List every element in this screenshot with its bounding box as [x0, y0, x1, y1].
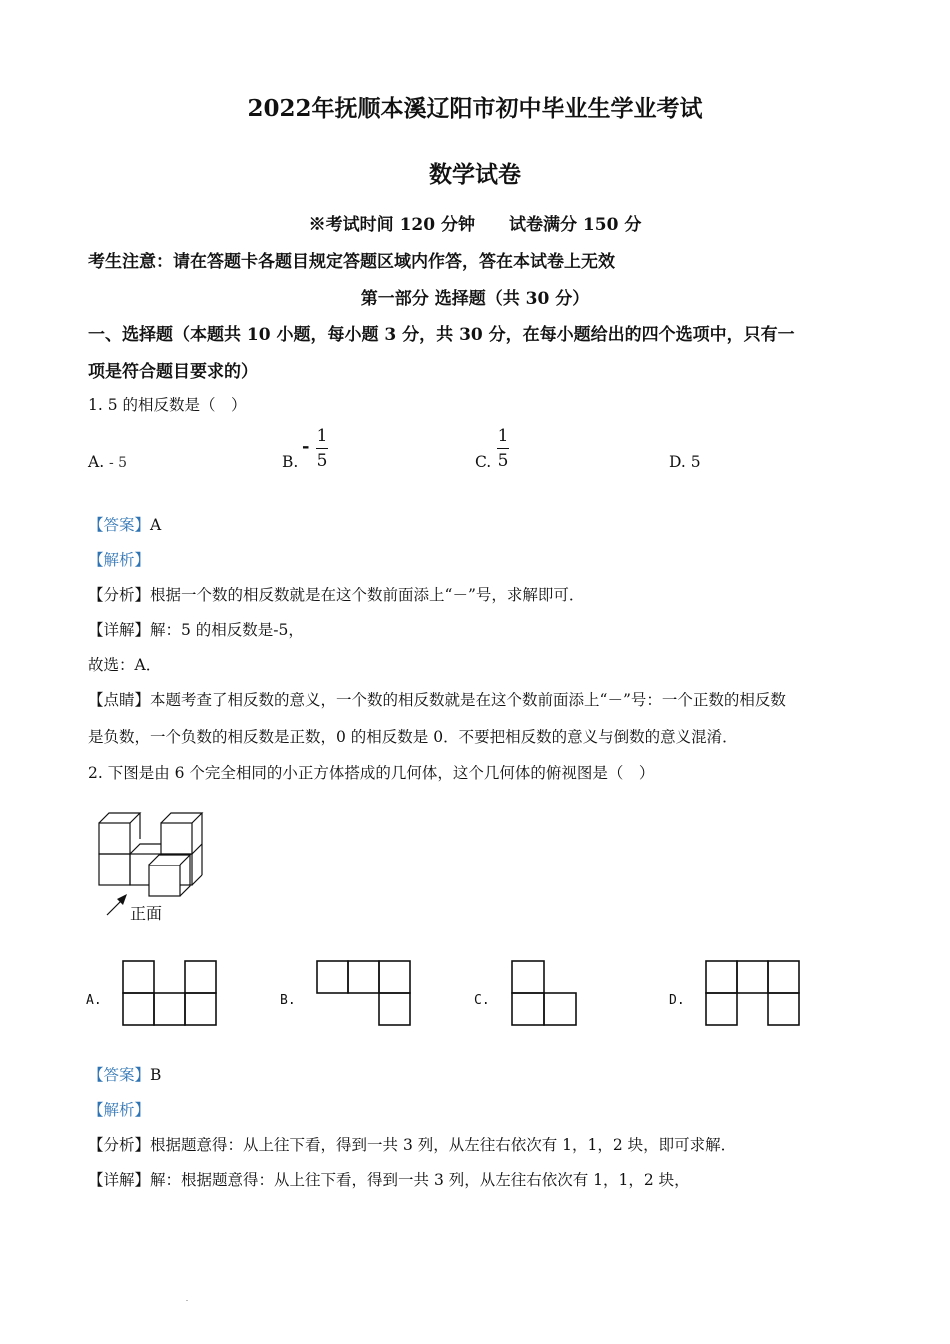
fenxi-text: 根据一个数的相反数就是在这个数前面添上“－”号，求解即可． — [150, 586, 585, 604]
dianjing-tag: 【点睛】 — [88, 691, 151, 709]
fenxi-tag: 【分析】 — [88, 1136, 151, 1154]
xiangjie-text: 解：根据题意得：从上往下看，得到一共 3 列，从左往右依次有 1，1，2 块， — [150, 1171, 690, 1189]
section-heading-line2: 项是符合题目要求的） — [88, 362, 258, 382]
xiangjie-text: 解：5 的相反数是-5， — [150, 621, 304, 639]
q1-option-b-numerator: 1 — [316, 426, 328, 446]
scan-dot — [186, 1300, 188, 1301]
q1-option-c-label: C. — [475, 453, 492, 471]
fenxi-tag: 【分析】 — [88, 586, 151, 604]
xiangjie-tag: 【详解】 — [88, 1171, 151, 1189]
q1-option-b-fraction — [314, 426, 330, 471]
q2-option-c-label: C. — [474, 993, 490, 1008]
part-title: 第一部分 选择题（共 30 分） — [360, 289, 590, 309]
q1-dianjing-line2: 是负数，一个负数的相反数是正数，0 的相反数是 0．不要把相反数的意义与倒数的意义混淆． — [88, 728, 738, 746]
fraction-bar — [316, 448, 328, 449]
q1-option-a-label: A. — [88, 453, 105, 471]
q1-choice: 故选：A． — [88, 656, 162, 674]
exam-info: ※考试时间 120 分钟 试卷满分 150 分 — [308, 215, 642, 235]
exam-title: 2022年抚顺本溪辽阳市初中毕业生学业考试 — [247, 95, 703, 122]
q1-option-a-value: - 5 — [109, 455, 128, 471]
answer-value: A — [150, 516, 162, 534]
q2-option-c-figure — [511, 960, 577, 1026]
q2-answer — [88, 1063, 161, 1085]
q2-option-b-figure — [316, 960, 412, 1026]
answer-tag: 【答案】 — [88, 1066, 151, 1084]
q1-option-b-sign: - — [302, 436, 310, 457]
q1-xiangjie — [88, 618, 304, 640]
q2-option-d-label: D. — [669, 993, 685, 1008]
q2-stem: 2. 下图是由 6 个完全相同的小正方体搭成的几何体，这个几何体的俯视图是（ ） — [88, 764, 655, 782]
q2-option-d-figure — [705, 960, 801, 1026]
xiangjie-tag: 【详解】 — [88, 621, 151, 639]
q1-analysis-tag: 【解析】 — [88, 551, 151, 569]
q1-option-c-fraction — [495, 426, 511, 471]
front-label: 正面 — [130, 904, 163, 923]
candidate-notice: 考生注意：请在答题卡各题目规定答题区域内作答，答在本试卷上无效 — [88, 252, 615, 272]
q1-fenxi — [88, 583, 584, 605]
q1-option-d: D. 5 — [669, 453, 701, 471]
dianjing-text: 本题考查了相反数的意义，一个数的相反数就是在这个数前面添上“－”号：一个正数的相反数 — [150, 691, 786, 709]
fenxi-text: 根据题意得：从上往下看，得到一共 3 列，从左往右依次有 1，1，2 块，即可求解． — [150, 1136, 737, 1154]
q2-xiangjie — [88, 1168, 690, 1190]
q1-answer — [88, 513, 161, 535]
q1-option-c-denominator: 5 — [497, 451, 509, 471]
q1-dianjing-line1 — [88, 688, 786, 710]
q2-fenxi — [88, 1133, 736, 1155]
fraction-bar — [497, 448, 509, 449]
q2-analysis-tag: 【解析】 — [88, 1101, 151, 1119]
answer-value: B — [150, 1066, 162, 1084]
answer-tag: 【答案】 — [88, 516, 151, 534]
q2-option-b-label: B. — [280, 993, 296, 1008]
q1-option-b-denominator: 5 — [316, 451, 328, 471]
section-heading-line1: 一、选择题（本题共 10 小题，每小题 3 分，共 30 分，在每小题给出的四个选项中，只有一 — [88, 325, 795, 345]
q2-option-a-figure — [122, 960, 218, 1026]
q1-option-c-numerator: 1 — [497, 426, 509, 446]
q2-option-a-label: A. — [86, 993, 102, 1008]
exam-subtitle: 数学试卷 — [429, 161, 521, 188]
q1-stem: 1. 5 的相反数是（ ） — [88, 396, 247, 414]
q1-option-b-label: B. — [282, 453, 299, 471]
